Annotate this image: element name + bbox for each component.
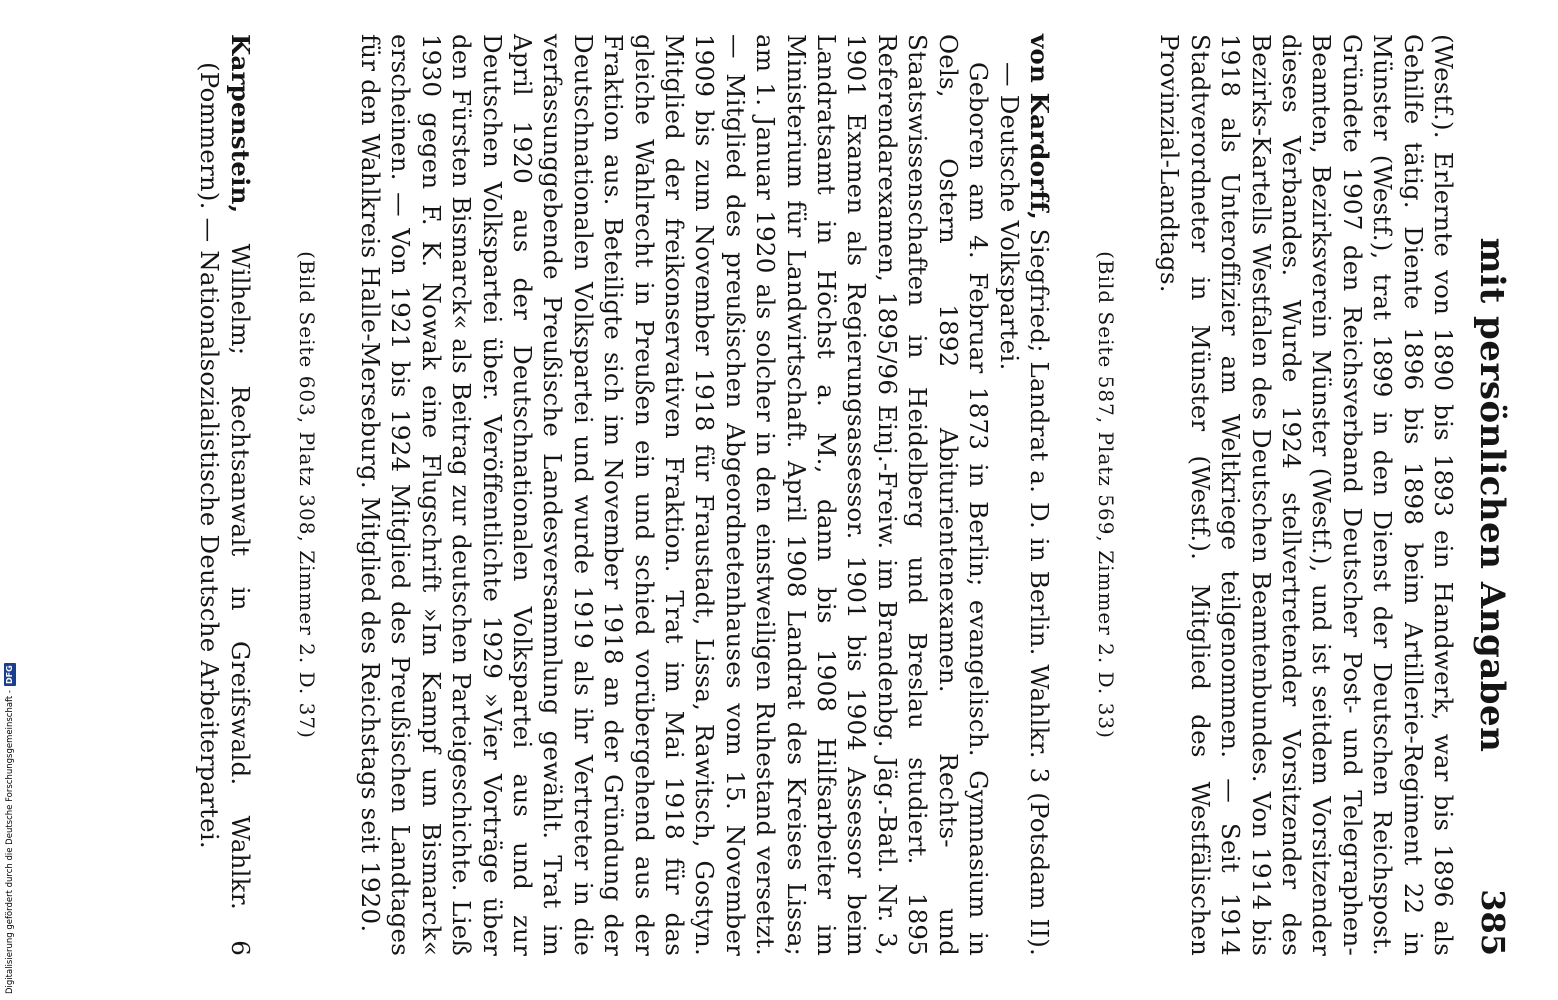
page-header bbox=[1458, 34, 1522, 956]
paragraph-continued: (Westf.). Erlernte von 1890 bis 1893 ein Handwerk, war bis 1896 als Gehilfe tätig. Diente 1896 bis 1898 beim Artillerie-Regiment 22 in Münster (Westf.), trat 1899 in den Dienst der Deutschen Reichspost. Gründete 1907 den Reichsverband Deutscher Post- und Telegraphen-Beamten, Bezirksverein Münster (Westf.), und ist seitdem Vorsitzender dieses Verbandes. Wurde 1924 stellvertretender Vorsitzender des Bezirks-Kartells Westfalen des Deutschen Beamtenbundes. Von 1914 bis 1918 als Unteroffizier am Weltkriege teilgenommen. — Seit 1914 Stadtverordneter in Münster (Westf.). Mitglied des Westfälischen Provinzial-Landtags. bbox=[1155, 34, 1458, 956]
entry-karpenstein-heading bbox=[194, 34, 255, 956]
dfg-logo: DFG bbox=[5, 665, 14, 685]
photo-reference-1: (Bild Seite 587, Platz 569, Zimmer 2. D. 33) bbox=[1093, 251, 1118, 739]
entry-name: von Kardorff, bbox=[1024, 34, 1054, 220]
rotated-page bbox=[195, 6, 1522, 976]
entry-details: Siegfried; Landrat a. D. in Berlin. Wahlkr. 3 (Potsdam II). — Deutsche Volkspartei. bbox=[994, 62, 1054, 957]
digitization-footer bbox=[4, 604, 16, 994]
page-number: 385 bbox=[1474, 889, 1512, 956]
entry-name: Karpenstein, bbox=[225, 34, 255, 214]
footer-text: Digitalisierung gefördert durch die Deutsche Forschungsgemeinschaft - bbox=[5, 690, 15, 994]
entry-kardorff-heading bbox=[993, 34, 1054, 956]
running-title: mit persönlichen Angaben bbox=[1472, 237, 1512, 753]
entry-details: Wilhelm; Rechtsanwalt in Greifswald. Wahlkr. 6 (Pommern). — Nationalsozialistische Deutsche Arbeiterpartei. bbox=[195, 62, 255, 956]
entry-kardorff-bio: Geboren am 4. Februar 1873 in Berlin; evangelisch. Gymnasium in Oels, Ostern 1892 Abiturientenexamen. Rechts- und Staatswissenschaften in Heidelberg und Breslau studiert. 1895 Referendarexamen, 1895/96 Einj.-Freiw. im Brandenbg. Jäg.-Batl. Nr. 3, 1901 Examen als Regierungsassessor. 1901 bis 1904 Assessor beim Landratsamt in Höchst a. M., dann bis 1908 Hilfsarbeiter im Ministerium für Landwirtschaft. April 1908 Landrat des Kreises Lissa; am 1. Januar 1920 als solcher in den einstweiligen Ruhestand versetzt. — Mitglied des preußischen Abgeordnetenhauses vom 15. November 1909 bis zum November 1918 für Fraustadt, Lissa, Rawitsch, Gostyn. Mitglied der freikonservativen Fraktion. Trat im Mai 1918 für das gleiche Wahlrecht in Preußen ein und schied vorübergehend aus der Fraktion aus. Beteiligte sich im November 1918 an der Gründung der Deutschnationalen Volkspartei und wurde 1919 als ihr Vertreter in die verfassunggebende Preußische Landesversammlung gewählt. Trat im April 1920 aus der Deutschnationalen Volkspartei aus und zur Deutschen Volkspartei über. Veröffentlichte 1929 »Vier Vorträge über den Fürsten Bismarck« als Beitrag zur deutschen Parteigeschichte. Ließ 1930 gegen F. K. Nowak eine Flugschrift »Im Kampf um Bismarck« erscheinen. — Von 1921 bis 1924 Mitglied des Preußischen Landtages für den Wahlkreis Halle-Merseburg. Mitglied des Reichstags seit 1920. bbox=[356, 34, 994, 956]
photo-reference-2: (Bild Seite 603, Platz 308, Zimmer 2. D. 37) bbox=[294, 251, 319, 739]
